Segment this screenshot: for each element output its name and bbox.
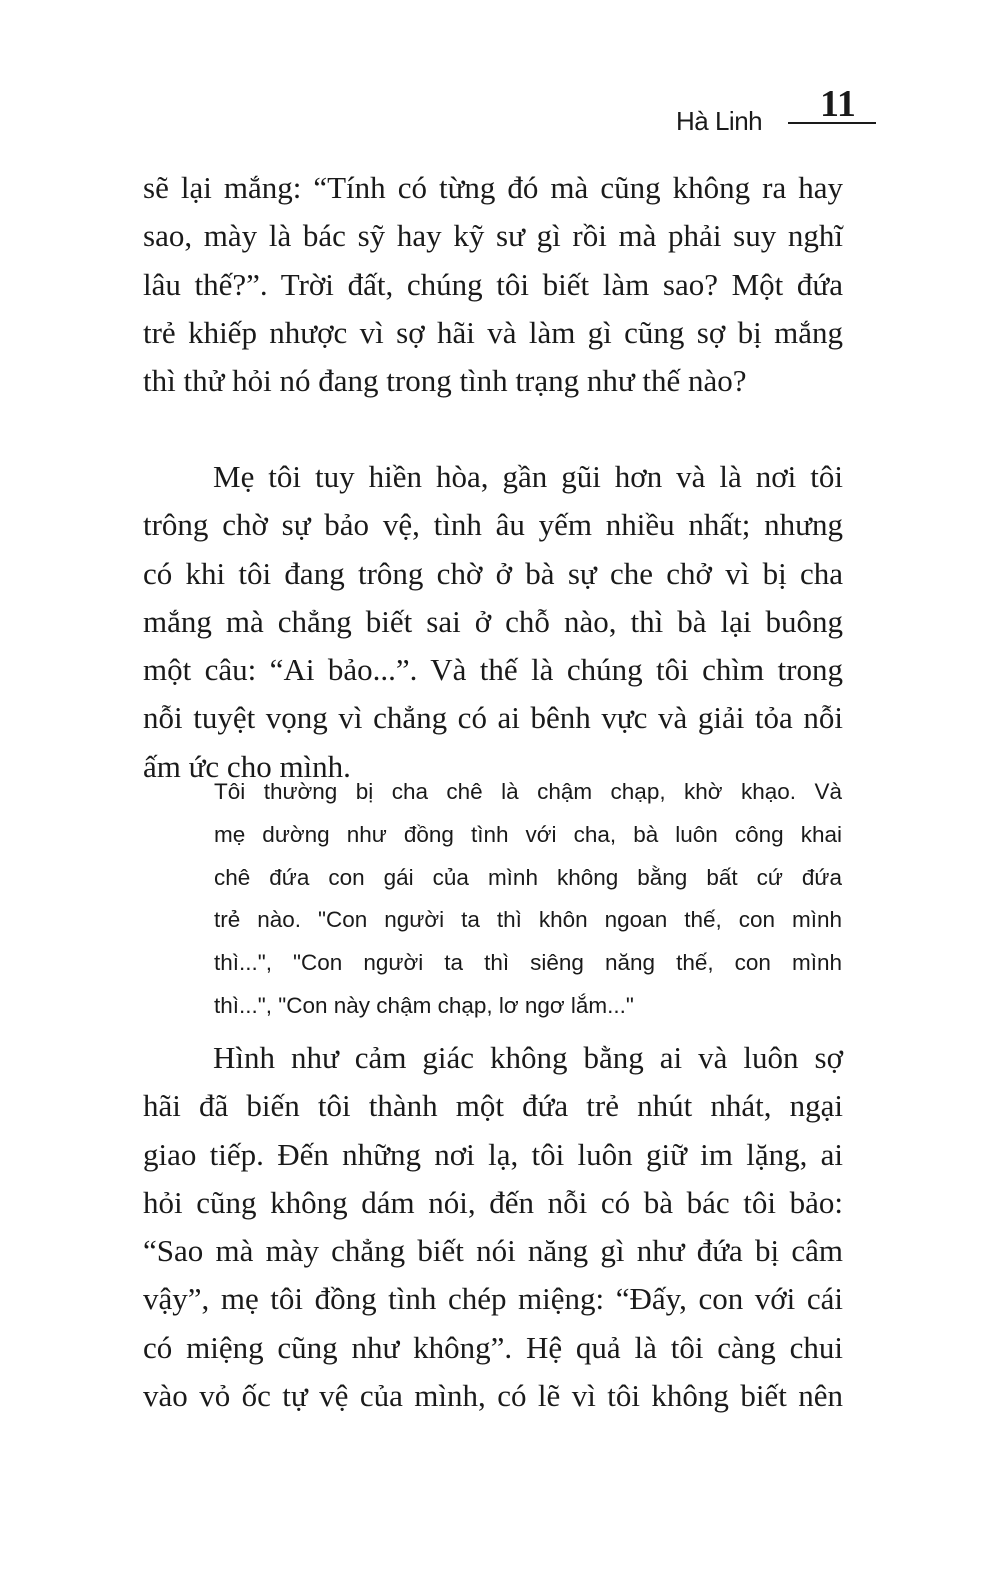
text-line: Hình như cảm giác không bằng ai và luôn sợ bbox=[213, 1040, 843, 1075]
paragraph-4 bbox=[143, 1034, 843, 1420]
text-line: hãi đã biến tôi thành một đứa trẻ nhút nhát, ngại bbox=[143, 1088, 843, 1124]
text-line: ấm ức cho mình. bbox=[143, 748, 351, 784]
text-line: có khi tôi đang trông chờ ở bà sự che chở vì bị cha bbox=[143, 555, 843, 591]
text-line: có miệng cũng như không”. Hệ quả là tôi càng chui bbox=[143, 1329, 843, 1365]
quote-line: mẹ dường như đồng tình với cha, bà luôn công khai bbox=[214, 821, 842, 847]
running-header bbox=[676, 84, 886, 134]
text-line: trẻ khiếp nhược vì sợ hãi và làm gì cũng sợ bị mắng bbox=[143, 314, 843, 350]
text-line: giao tiếp. Đến những nơi lạ, tôi luôn giữ im lặng, ai bbox=[143, 1136, 843, 1172]
text-line: lâu thế?”. Trời đất, chúng tôi biết làm sao? Một đứa bbox=[143, 266, 843, 302]
quote-line: thì...", "Con người ta thì siêng năng thế, con mình bbox=[214, 950, 842, 976]
quote-line: trẻ nào. "Con người ta thì khôn ngoan thế, con mình bbox=[214, 907, 842, 933]
text-line: sao, mày là bác sỹ hay kỹ sư gì rồi mà phải suy nghĩ bbox=[143, 218, 843, 254]
text-line: nỗi tuyệt vọng vì chẳng có ai bênh vực và giải tỏa nỗi bbox=[143, 700, 843, 736]
quoted-passage bbox=[214, 771, 842, 1028]
text-line: Mẹ tôi tuy hiền hòa, gần gũi hơn và là nơi tôi bbox=[213, 459, 843, 494]
text-line: hỏi cũng không dám nói, đến nỗi có bà bác tôi bảo: bbox=[143, 1184, 843, 1220]
quote-line: chê đứa con gái của mình không bằng bất cứ đứa bbox=[214, 864, 842, 890]
text-line: thì thử hỏi nó đang trong tình trạng như thế nào? bbox=[143, 363, 747, 399]
text-line: vào vỏ ốc tự vệ của mình, có lẽ vì tôi không biết nên bbox=[143, 1378, 843, 1414]
text-line: mắng mà chẳng biết sai ở chỗ nào, thì bà lại buông bbox=[143, 603, 843, 639]
paragraph-1 bbox=[143, 164, 843, 405]
quote-line: thì...", "Con này chậm chạp, lơ ngơ lắm..." bbox=[214, 992, 634, 1018]
header-author: Hà Linh bbox=[676, 106, 763, 136]
text-line: một câu: “Ai bảo...”. Và thế là chúng tôi chìm trong bbox=[143, 652, 843, 688]
paragraph-2 bbox=[143, 453, 843, 791]
page-number: 11 bbox=[820, 83, 856, 125]
text-line: sẽ lại mắng: “Tính có từng đó mà cũng không ra hay bbox=[143, 170, 843, 205]
text-line: trông chờ sự bảo vệ, tình âu yếm nhiều nhất; nhưng bbox=[143, 507, 843, 543]
quote-line: Tôi thường bị cha chê là chậm chạp, khờ khạo. Và bbox=[214, 779, 842, 804]
text-line: “Sao mà mày chẳng biết nói năng gì như đứa bị câm bbox=[143, 1233, 843, 1269]
text-line: vậy”, mẹ tôi đồng tình chép miệng: “Đấy, con với cái bbox=[143, 1281, 843, 1317]
